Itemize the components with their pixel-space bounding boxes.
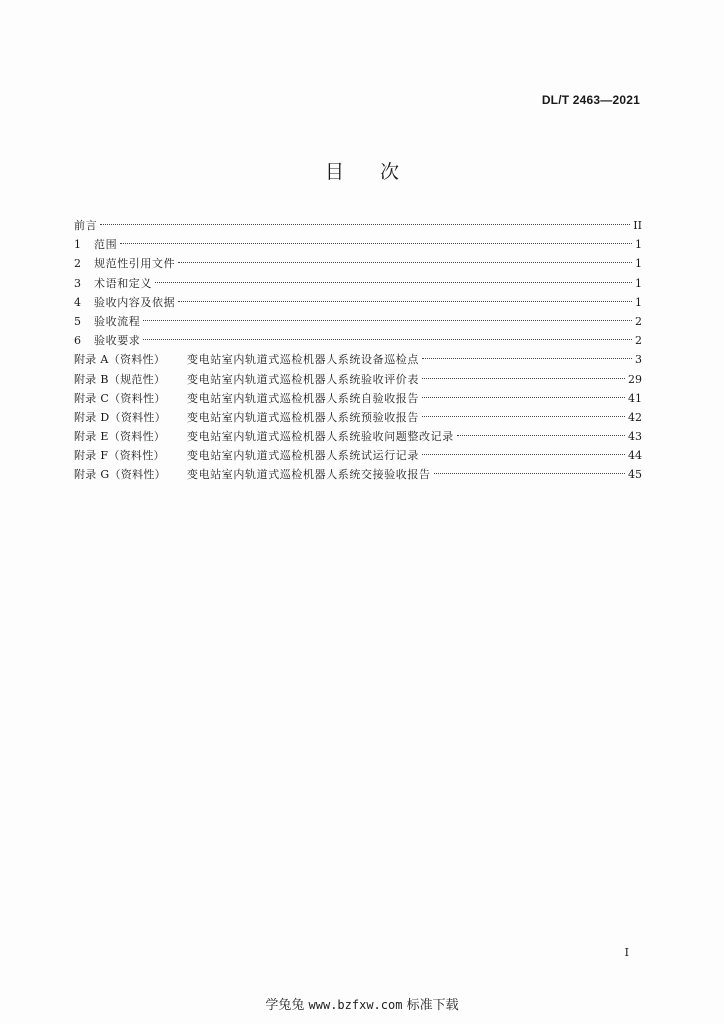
toc-entry-appendix-g[interactable] — [74, 465, 642, 484]
appendix-prefix: 附录 E（资料性） — [74, 430, 166, 444]
leader-dots — [120, 243, 632, 244]
toc-entry-label: 规范性引用文件 — [94, 257, 176, 271]
toc-entry-label: 变电站室内轨道式巡检机器人系统试运行记录 — [187, 449, 419, 463]
toc-entry-5[interactable] — [74, 312, 642, 331]
toc-entry-page: II — [633, 219, 642, 232]
toc-entry-appendix-f[interactable] — [74, 446, 642, 465]
toc-entry-foreword[interactable] — [74, 216, 642, 235]
toc-entry-label: 变电站室内轨道式巡检机器人系统交接验收报告 — [187, 468, 431, 482]
toc-entry-number: 6 — [74, 334, 81, 348]
leader-dots — [457, 435, 625, 436]
toc-entry-page: 44 — [628, 449, 642, 463]
toc-entry-page: 1 — [635, 276, 642, 290]
toc-entry-label: 变电站室内轨道式巡检机器人系统验收评价表 — [187, 372, 419, 386]
toc-entry-number: 1 — [74, 238, 81, 252]
appendix-prefix: 附录 D（资料性） — [74, 410, 167, 424]
toc-entry-page: 45 — [628, 468, 642, 482]
appendix-prefix: 附录 G（资料性） — [74, 468, 166, 482]
title-char-1: 目 — [324, 161, 344, 183]
toc-entry-page: 1 — [635, 295, 642, 309]
toc-entry-number: 3 — [74, 276, 81, 290]
title-char-2: 次 — [380, 161, 400, 183]
footer-tagline: 标准下载 — [406, 998, 459, 1013]
appendix-prefix: 附录 C（资料性） — [74, 391, 166, 405]
toc-entry-page: 1 — [635, 238, 642, 252]
toc-entry-6[interactable] — [74, 331, 642, 350]
toc-entry-label: 前言 — [74, 219, 98, 232]
leader-dots — [422, 378, 625, 379]
toc-entry-appendix-e[interactable] — [74, 427, 642, 446]
appendix-prefix: 附录 B（规范性） — [74, 372, 166, 386]
toc-entry-page: 1 — [635, 257, 642, 271]
toc-entry-page: 2 — [635, 314, 642, 328]
leader-dots — [143, 320, 632, 321]
footer-brand: 学兔兔 — [265, 998, 305, 1013]
toc-entry-number: 2 — [74, 257, 81, 271]
toc-entry-label: 变电站室内轨道式巡检机器人系统设备巡检点 — [187, 353, 419, 367]
toc-entry-label: 验收内容及依据 — [94, 295, 176, 309]
toc-entry-page: 29 — [628, 372, 642, 386]
toc-entry-appendix-a[interactable] — [74, 350, 642, 369]
toc-entry-page: 43 — [628, 430, 642, 444]
leader-dots — [422, 416, 625, 417]
appendix-prefix: 附录 A（资料性） — [74, 353, 166, 367]
leader-dots — [178, 262, 632, 263]
toc-entry-page: 41 — [628, 391, 642, 405]
toc-entry-appendix-b[interactable] — [74, 370, 642, 389]
leader-dots — [434, 473, 625, 474]
leader-dots — [178, 301, 632, 302]
toc-entry-1[interactable] — [74, 235, 642, 254]
leader-dots — [100, 224, 630, 225]
toc-entry-appendix-d[interactable] — [74, 408, 642, 427]
toc-entry-2[interactable] — [74, 254, 642, 273]
appendix-prefix: 附录 F（资料性） — [74, 449, 165, 463]
toc-entry-3[interactable] — [74, 274, 642, 293]
toc-entry-appendix-c[interactable] — [74, 389, 642, 408]
toc-entry-label: 验收流程 — [94, 314, 141, 328]
toc-entry-number: 4 — [74, 295, 81, 309]
toc-entry-number: 5 — [74, 314, 81, 328]
toc-entry-label: 范围 — [94, 238, 118, 252]
page-number: I — [624, 946, 629, 959]
toc-entry-label: 变电站室内轨道式巡检机器人系统自验收报告 — [187, 391, 419, 405]
toc-entry-page: 42 — [628, 410, 642, 424]
table-of-contents — [74, 216, 642, 485]
toc-entry-page: 2 — [635, 334, 642, 348]
toc-entry-4[interactable] — [74, 293, 642, 312]
leader-dots — [422, 397, 625, 398]
footer-watermark — [0, 994, 724, 1013]
page-title — [0, 157, 724, 184]
footer-site: www.bzfxw.com — [308, 998, 403, 1012]
leader-dots — [155, 282, 632, 283]
leader-dots — [143, 339, 632, 340]
toc-entry-label: 术语和定义 — [94, 276, 152, 290]
toc-entry-label: 变电站室内轨道式巡检机器人系统预验收报告 — [187, 410, 419, 424]
leader-dots — [422, 454, 625, 455]
toc-entry-page: 3 — [635, 353, 642, 367]
toc-entry-label: 验收要求 — [94, 334, 141, 348]
standard-number: DL/T 2463—2021 — [541, 93, 640, 107]
toc-entry-label: 变电站室内轨道式巡检机器人系统验收问题整改记录 — [187, 430, 454, 444]
leader-dots — [422, 358, 632, 359]
